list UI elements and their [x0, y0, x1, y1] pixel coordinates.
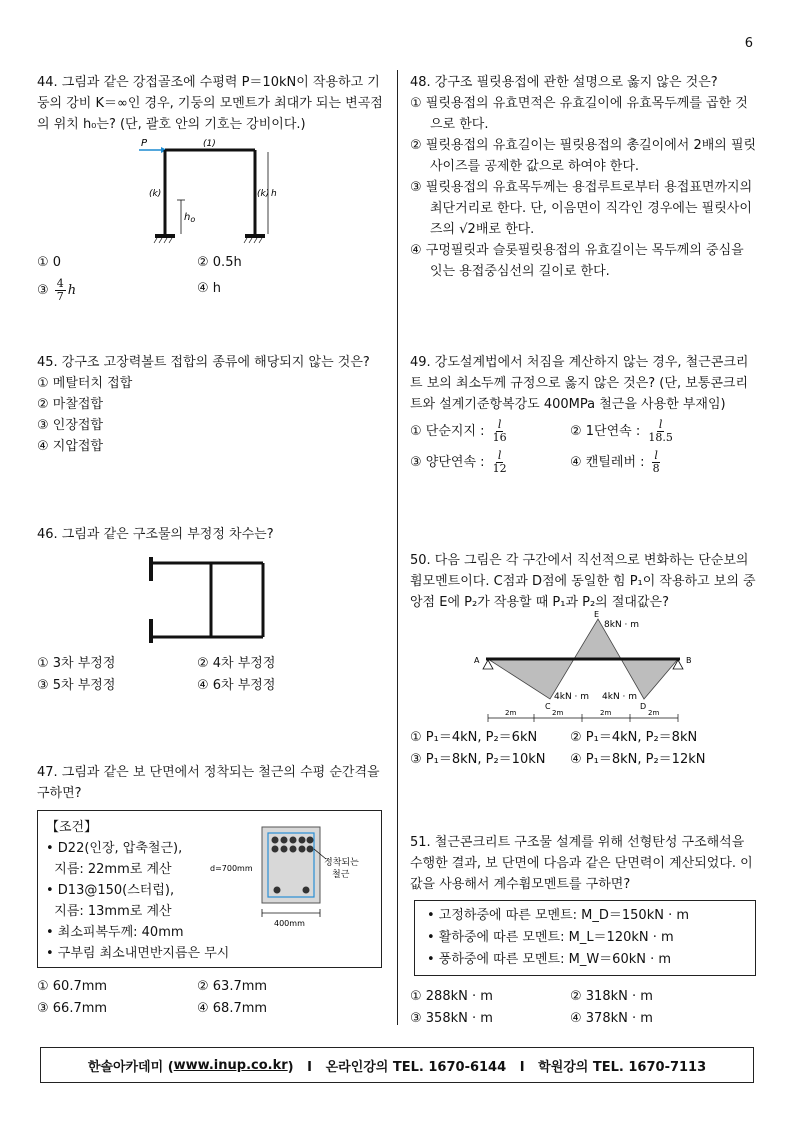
- q47-cond-4: 지름: 13mm로 계산: [46, 904, 172, 919]
- q51-load-2: • 활하중에 따른 모멘트: M_L＝120kN · m: [427, 930, 674, 945]
- q50-option-3[interactable]: ③ P₁＝8kN, P₂＝10kN: [410, 752, 546, 767]
- q51-option-1[interactable]: ① 288kN · m: [410, 989, 493, 1004]
- q47-condition-box: [37, 810, 382, 968]
- q50-option-4[interactable]: ④ P₁＝8kN, P₂＝12kN: [570, 752, 706, 767]
- q50-option-2[interactable]: ② P₁＝4kN, P₂＝8kN: [570, 730, 698, 745]
- q44-option-4[interactable]: ④ h: [197, 281, 222, 296]
- q47-width-label: 400mm: [274, 919, 305, 928]
- question-51-text: 51. 철근콘크리트 구조물 설계를 위해 선형탄성 구조해석을 수행한 결과, 보 단면에 다음과 같은 단면력이 계산되었다. 이 값을 사용해서 계수휨모멘트를 구하면?: [410, 835, 753, 892]
- q47-label-2: 철근: [332, 870, 350, 880]
- q49-option-4[interactable]: ④ 캔틸레버 : $\frac{l}{8}$: [570, 449, 660, 475]
- footer-contact: ) I 온라인강의 TEL. 1670-6144 I 학원강의 TEL. 1670-7113: [287, 1059, 707, 1075]
- q44-col-left-label: (k): [149, 189, 162, 199]
- q51-option-4[interactable]: ④ 378kN · m: [570, 1011, 653, 1026]
- q47-label-1: 정착되는: [324, 858, 359, 868]
- q48-option-1[interactable]: ① 필릿용접의 유효면적은 유효길이에 유효목두께를 곱한 것으로 한다.: [410, 96, 748, 132]
- q50-span-1: 2m: [505, 709, 517, 717]
- question-50-text: 50. 다음 그림은 각 구간에서 직선적으로 변화하는 단순보의 휨모멘트이다. C점과 D점에 동일한 힘 P₁이 작용하고 보의 중앙점 E에 P₂가 작용할 때 P₁과 P₂의 절대값은?: [410, 553, 756, 610]
- question-49-options: [410, 419, 758, 475]
- q44-beam-label: (1): [203, 139, 216, 149]
- q50-top-moment: 8kN · m: [604, 620, 640, 630]
- q45-option-3[interactable]: ③ 인장접합: [37, 418, 104, 433]
- q50-span-2: 2m: [552, 709, 564, 717]
- q51-loads-box: [414, 900, 756, 976]
- q51-load-1: • 고정하중에 따른 모멘트: M_D＝150kN · m: [427, 908, 690, 923]
- question-45: [37, 352, 384, 457]
- question-44-options: [37, 252, 384, 303]
- q50-b-label: B: [686, 656, 692, 665]
- footer-academy: 한솔아카데미 (: [87, 1059, 174, 1075]
- q45-option-1[interactable]: ① 메탈터치 접합: [37, 376, 133, 391]
- footer-banner: [40, 1047, 754, 1083]
- question-47-options: [37, 976, 384, 1020]
- q44-h-label: h: [271, 189, 277, 199]
- q47-d-label: d=700mm: [210, 864, 253, 873]
- question-46-text: 46. 그림과 같은 구조물의 부정정 차수는?: [37, 527, 274, 542]
- q47-cond-6: • 구부림 최소내면반지름은 무시: [46, 946, 230, 961]
- q51-load-3: • 풍하중에 따른 모멘트: M_W＝60kN · m: [427, 952, 672, 967]
- question-49: [410, 352, 758, 475]
- q44-frame-figure: [137, 138, 337, 248]
- q48-option-4[interactable]: ④ 구멍필릿과 슬롯필릿용접의 유효길이는 목두께의 중심을 잇는 용접중심선의 길이로 한다.: [410, 243, 744, 279]
- q50-moment-diagram: [472, 610, 712, 723]
- question-46: [37, 524, 384, 697]
- question-44-text: 44. 그림과 같은 강접골조에 수평력 P＝10kN이 작용하고 기둥의 강비 K＝∞인 경우, 기둥의 모멘트가 최대가 되는 변곡점의 위치 h₀는? (단, 괄호 안의 기호는 강비이다.): [37, 75, 383, 132]
- q48-option-3[interactable]: ③ 필릿용접의 유효목두께는 용접루트로부터 용접표면까지의 최단거리로 한다. 단, 이음면이 직각인 경우에는 필릿사이즈의 √2배로 한다.: [410, 180, 753, 237]
- q47-cond-3: • D13@150(스터럽),: [46, 883, 175, 898]
- q44-col-right-label: (k): [257, 189, 270, 199]
- q47-option-1[interactable]: ① 60.7mm: [37, 979, 108, 994]
- q50-c-moment: 4kN · m: [554, 692, 590, 702]
- q50-e-label: E: [594, 610, 600, 619]
- question-50: [410, 550, 758, 771]
- question-48: [410, 72, 758, 282]
- question-51-options: [410, 986, 758, 1030]
- q46-option-1[interactable]: ① 3차 부정정: [37, 656, 116, 671]
- q47-cond-5: • 최소피복두께: 40mm: [46, 925, 184, 940]
- column-divider: [397, 70, 398, 1025]
- question-45-text: 45. 강구조 고장력볼트 접합의 종류에 해당되지 않는 것은?: [37, 355, 370, 370]
- q49-option-1[interactable]: ① 단순지지 : $\frac{l}{16}$: [410, 418, 507, 444]
- q46-structure-figure: [145, 549, 345, 649]
- question-46-options: [37, 653, 384, 697]
- q46-option-2[interactable]: ② 4차 부정정: [197, 656, 276, 671]
- q50-c-label: C: [545, 702, 551, 711]
- q44-h0-label: h: [184, 212, 191, 223]
- q50-d-moment: 4kN · m: [602, 692, 638, 702]
- q44-h0-sub: o: [190, 215, 196, 224]
- q47-option-2[interactable]: ② 63.7mm: [197, 979, 268, 994]
- q46-option-3[interactable]: ③ 5차 부정정: [37, 678, 116, 693]
- q47-cond-title: 【조건】: [46, 820, 98, 835]
- q49-option-2[interactable]: ② 1단연속 : $\frac{l}{18.5}$: [570, 418, 673, 444]
- question-47: [37, 762, 384, 804]
- q45-option-2[interactable]: ② 마찰접합: [37, 397, 104, 412]
- q47-cond-1: • D22(인장, 압축철근),: [46, 841, 183, 856]
- q44-option-1[interactable]: ① 0: [37, 255, 62, 270]
- q47-beam-section-figure: [210, 823, 370, 933]
- q45-option-4[interactable]: ④ 지압접합: [37, 439, 104, 454]
- q47-option-3[interactable]: ③ 66.7mm: [37, 1001, 108, 1016]
- q46-option-4[interactable]: ④ 6차 부정정: [197, 678, 276, 693]
- q48-option-2[interactable]: ② 필릿용접의 유효길이는 필릿용접의 총길이에서 2배의 필릿사이즈를 공제한 값으로 하여야 한다.: [410, 138, 757, 174]
- q44-p-label: P: [141, 138, 148, 149]
- question-44: [37, 72, 384, 303]
- q44-option-2[interactable]: ② 0.5h: [197, 255, 242, 270]
- question-51: [410, 832, 758, 895]
- question-45-options: [37, 373, 384, 457]
- q50-span-3: 2m: [600, 709, 612, 717]
- q47-cond-2: 지름: 22mm로 계산: [46, 862, 172, 877]
- question-48-text: 48. 강구조 필릿용접에 관한 설명으로 옳지 않은 것은?: [410, 75, 718, 90]
- q47-option-4[interactable]: ④ 68.7mm: [197, 1001, 268, 1016]
- q51-option-3[interactable]: ③ 358kN · m: [410, 1011, 493, 1026]
- q50-option-1[interactable]: ① P₁＝4kN, P₂＝6kN: [410, 730, 538, 745]
- question-50-options: [410, 727, 758, 771]
- q50-span-4: 2m: [648, 709, 660, 717]
- q44-option-3[interactable]: ③ $\frac{4}{7}$ h: [37, 277, 77, 303]
- q49-option-3[interactable]: ③ 양단연속 : $\frac{l}{12}$: [410, 449, 507, 475]
- footer-url-link[interactable]: www.inup.co.kr: [173, 1057, 288, 1073]
- svg-text:ho: [184, 212, 195, 224]
- page-number: 6: [744, 36, 753, 51]
- q50-d-label: D: [640, 702, 647, 711]
- question-49-text: 49. 강도설계법에서 처짐을 계산하지 않는 경우, 철근콘크리트 보의 최소두께 규정으로 옳지 않은 것은? (단, 보통콘크리트와 설계기준항복강도 400MPa 철근을 사용한 부재임): [410, 355, 749, 412]
- question-47-text: 47. 그림과 같은 보 단면에서 정착되는 철근의 수평 순간격을 구하면?: [37, 765, 380, 801]
- q50-a-label: A: [474, 656, 480, 665]
- q51-option-2[interactable]: ② 318kN · m: [570, 989, 653, 1004]
